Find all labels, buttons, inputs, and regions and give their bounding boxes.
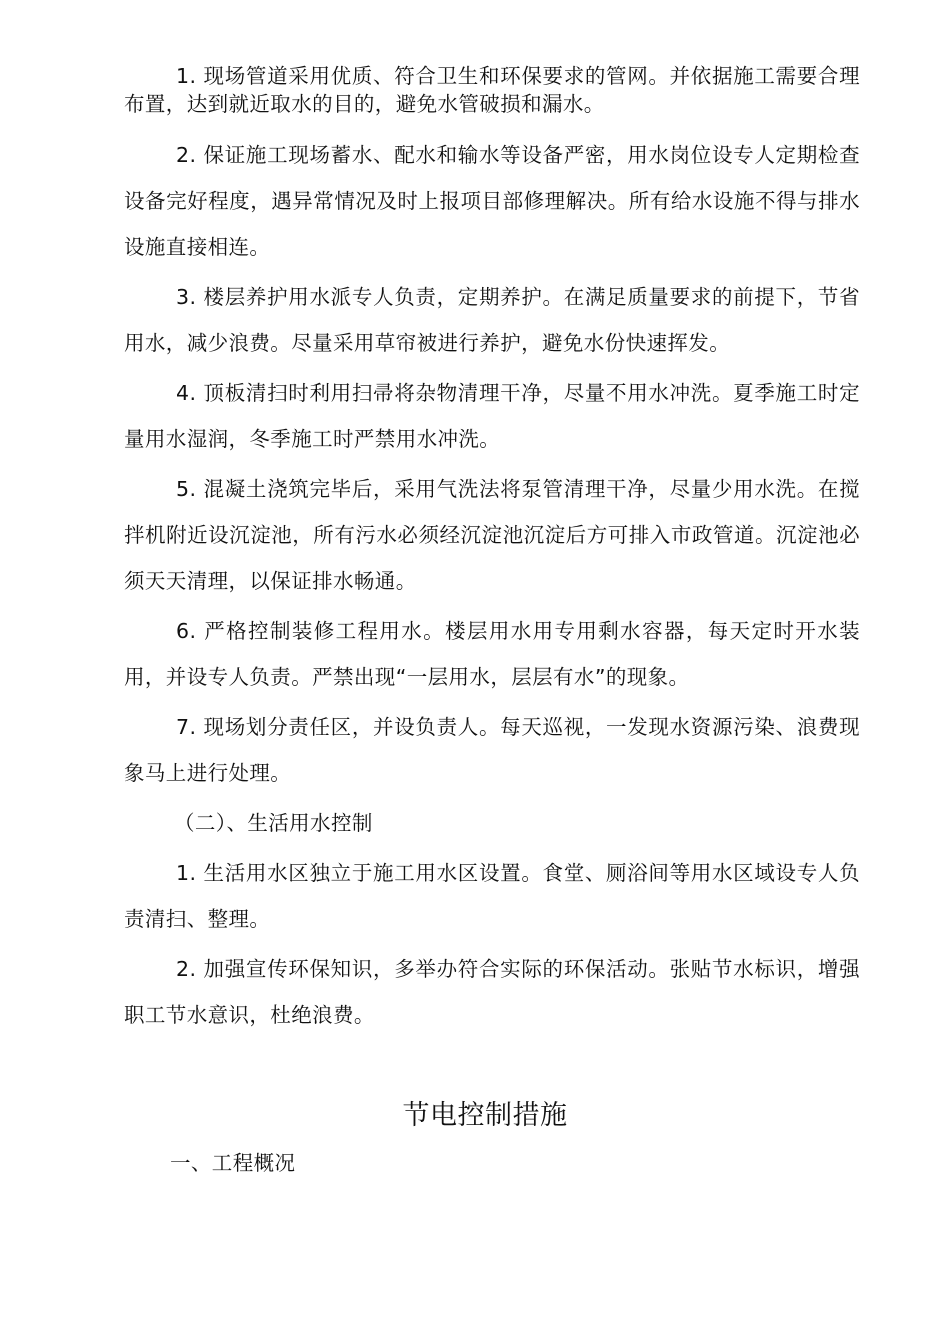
paragraph-domestic-water-1: 1. 生活用水区独立于施工用水区设置。食堂、厕浴间等用水区域设专人负责清扫、整理。 [124,861,860,931]
sub-heading-project-overview: 一、工程概况 [170,1151,296,1175]
page-title: 节电控制措施 [402,1100,568,1131]
paragraph-construction-water-5: 5. 混凝土浇筑完毕后，采用气洗法将泵管清理干净，尽量少用水洗。在搅拌机附近设沉淀池，所有污水必须经沉淀池沉淀后方可排入市政管道。沉淀池必须天天清理，以保证排水畅通。 [124,477,860,593]
paragraph-construction-water-1: 1. 现场管道采用优质、符合卫生和环保要求的管网。并依据施工需要合理布置，达到就近取水的目的，避免水管破损和漏水。 [124,64,860,116]
document-body [124,62,860,1042]
paragraph-domestic-water-2: 2. 加强宣传环保知识，多举办符合实际的环保活动。张贴节水标识，增强职工节水意识，杜绝浪费。 [124,957,860,1027]
paragraph-construction-water-2: 2. 保证施工现场蓄水、配水和输水等设备严密，用水岗位设专人定期检查设备完好程度，遇异常情况及时上报项目部修理解决。所有给水设施不得与排水设施直接相连。 [124,143,860,259]
section-heading-domestic-water: （二）、生活用水控制 [174,811,373,835]
paragraph-construction-water-7: 7. 现场划分责任区，并设负责人。每天巡视，一发现水资源污染、浪费现象马上进行处理。 [124,715,860,785]
paragraph-construction-water-6: 6. 严格控制装修工程用水。楼层用水用专用剩水容器，每天定时开水装用，并设专人负责。严禁出现“一层用水，层层有水”的现象。 [124,619,860,689]
paragraph-construction-water-3: 3. 楼层养护用水派专人负责，定期养护。在满足质量要求的前提下，节省用水，减少浪费。尽量采用草帘被进行养护，避免水份快速挥发。 [124,285,860,355]
paragraph-construction-water-4: 4. 顶板清扫时利用扫帚将杂物清理干净，尽量不用水冲洗。夏季施工时定量用水湿润，冬季施工时严禁用水冲洗。 [124,381,860,451]
